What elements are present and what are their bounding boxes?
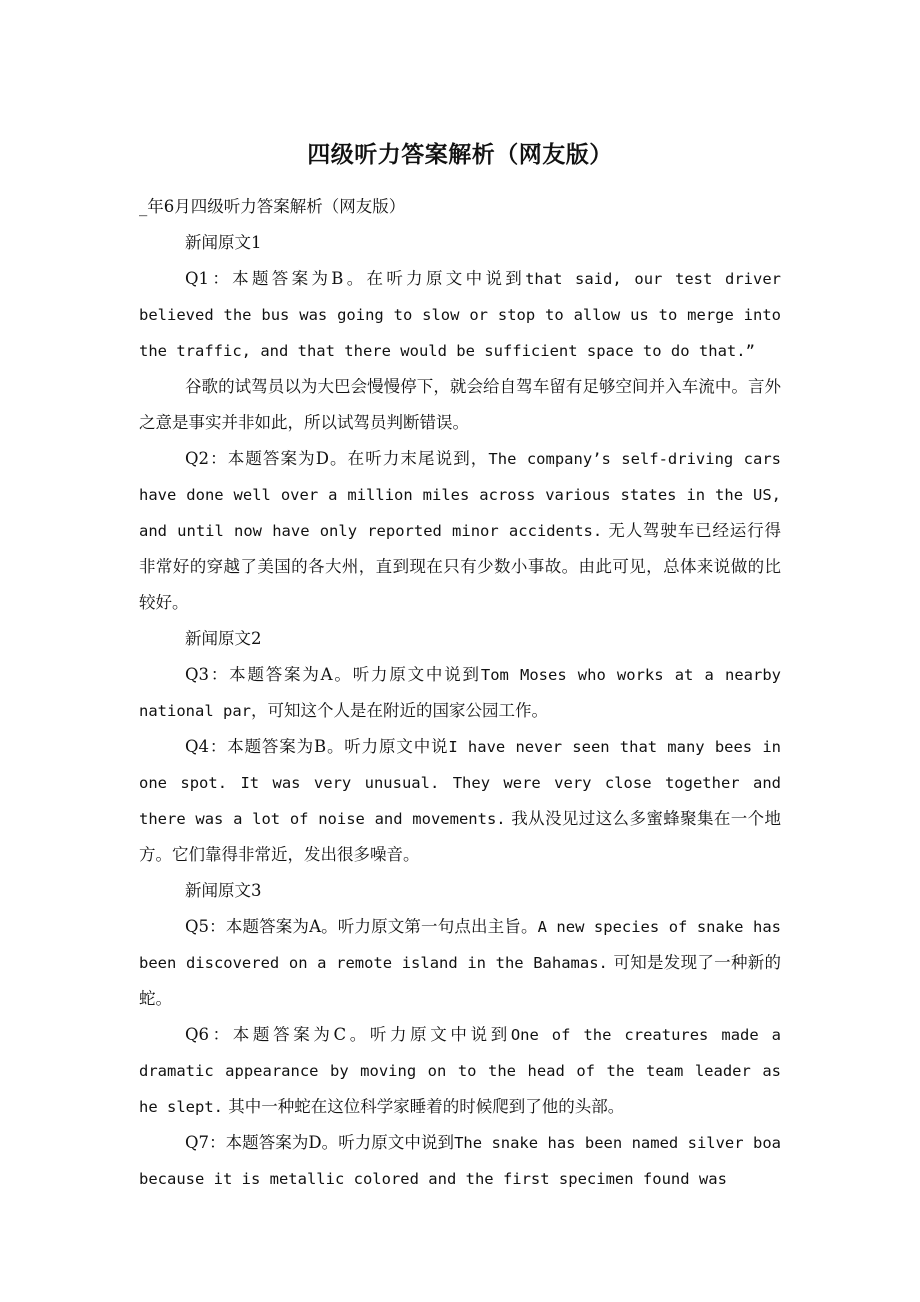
answer-q5-explanation: 可知是发现了一种新的蛇。 [139,953,782,1008]
answer-q7-label: Q7：本题答案为D。听力原文中说到 [185,1133,455,1152]
document-page [139,138,781,1197]
answer-q6-quote: One of the creatures made a dramatic appearance by moving on to the head of the team leader as he slept. [139,1026,781,1116]
answer-q4-quote: I have never seen that many bees in one spot. It was very unusual. They were very close together and there was a lot of noise and movements. [139,738,781,828]
answer-q1-label: Q1：本题答案为B。在听力原文中说到 [185,269,526,288]
answer-q1-quote: that said, our test driver believed the bus was going to slow or stop to allow us to merge into the traffic, and that there would be sufficient space to do that.” [139,270,781,360]
answer-q6 [139,1017,781,1125]
answer-q4 [139,729,781,873]
answer-q3-label: Q3：本题答案为A。听力原文中说到 [185,665,481,684]
answer-q7-quote: The snake has been named silver boa because it is metallic colored and the first specimen found was [139,1134,781,1188]
answer-q2-explanation: 无人驾驶车已经运行得非常好的穿越了美国的各大州，直到现在只有少数小事故。由此可见，总体来说做的比较好。 [139,521,782,612]
answer-q1-explanation: 谷歌的试驾员以为大巴会慢慢停下，就会给自驾车留有足够空间并入车流中。言外之意是事实并非如此，所以试驾员判断错误。 [139,377,781,432]
answer-q4-explanation: 我从没见过这么多蜜蜂聚集在一个地方。它们靠得非常近，发出很多噪音。 [139,809,782,864]
answer-q2 [139,441,781,621]
section-heading-news1: 新闻原文1 [185,233,262,252]
answer-q5-quote: A new species of snake has been discovered on a remote island in the Bahamas. [139,918,781,972]
section-heading-news3: 新闻原文3 [185,881,262,900]
answer-q2-quote: The company’s self-driving cars have done well over a million miles across various states in the US, and until now have only reported minor accidents. [139,450,781,540]
answer-q1 [139,261,781,369]
answer-q3-explanation: ，可知这个人是在附近的国家公园工作。 [250,701,548,720]
answer-q5-label: Q5：本题答案为A。听力原文第一句点出主旨。 [185,917,538,936]
answer-q5 [139,909,781,1017]
document-subtitle: _年6月四级听力答案解析（网友版） [139,197,406,216]
answer-q3-quote: Tom Moses who works at a nearby national par [139,666,781,720]
answer-q7 [139,1125,781,1197]
document-title: 四级听力答案解析（网友版） [307,141,613,168]
answer-q4-label: Q4：本题答案为B。听力原文中说 [185,737,449,756]
section-heading-news2: 新闻原文2 [185,629,262,648]
answer-q2-label: Q2：本题答案为D。在听力末尾说到， [185,449,489,468]
answer-q6-explanation: 其中一种蛇在这位科学家睡着的时候爬到了他的头部。 [228,1097,625,1116]
answer-q6-label: Q6：本题答案为C。听力原文中说到 [185,1025,511,1044]
answer-q3 [139,657,781,729]
